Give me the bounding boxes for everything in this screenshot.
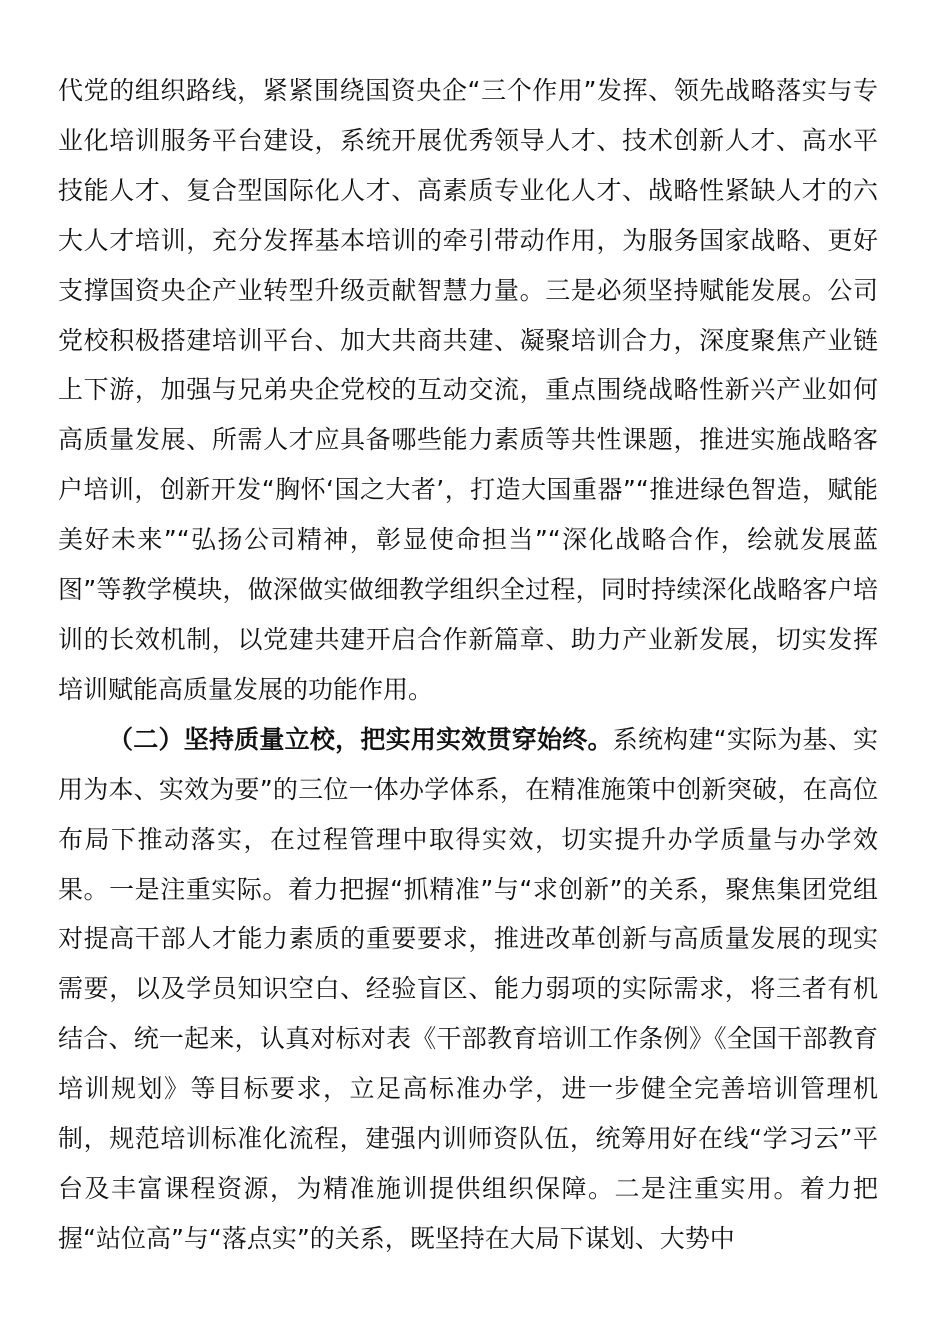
paragraph-section-two	[58, 715, 878, 1264]
document-page	[58, 66, 878, 1264]
paragraph-text: 代党的组织路线，紧紧围绕国资央企“三个作用”发挥、领先战略落实与专业化培训服务平台建设，系统开展优秀领导人才、技术创新人才、高水平技能人才、复合型国际化人才、高素质专业化人才、战略性紧缺人才的六大人才培训，充分发挥基本培训的牵引带动作用，为服务国家战略、更好支撑国资央企产业转型升级贡献智慧力量。三是必须坚持赋能发展。公司党校积极搭建培训平台、加大共商共建、凝聚培训合力，深度聚焦产业链上下游，加强与兄弟央企党校的互动交流，重点围绕战略性新兴产业如何高质量发展、所需人才应具备哪些能力素质等共性课题，推进实施战略客户培训，创新开发“胸怀‘国之大者’，打造大国重器”“推进绿色智造，赋能美好未来”“弘扬公司精神，彰显使命担当”“深化战略合作，绘就发展蓝图”等教学模块，做深做实做细教学组织全过程，同时持续深化战略客户培训的长效机制，以党建共建开启合作新篇章、助力产业新发展，切实发挥培训赋能高质量发展的功能作用。	[58, 76, 878, 704]
paragraph-continued	[58, 66, 878, 715]
paragraph-text: 系统构建“实际为基、实用为本、实效为要”的三位一体办学体系，在精准施策中创新突破，在高位布局下推动落实，在过程管理中取得实效，切实提升办学质量与办学效果。一是注重实际。着力把握“抓精准”与“求创新”的关系，聚焦集团党组对提高干部人才能力素质的重要要求，推进改革创新与高质量发展的现实需要，以及学员知识空白、经验盲区、能力弱项的实际需求，将三者有机结合、统一起来，认真对标对表《干部教育培训工作条例》《全国干部教育培训规划》等目标要求，立足高标准办学，进一步健全完善培训管理机制，规范培训标准化流程，建强内训师资队伍，统筹用好在线“学习云”平台及丰富课程资源，为精准施训提供组织保障。二是注重实用。着力把握“站位高”与“落点实”的关系，既坚持在大局下谋划、大势中	[58, 724, 878, 1253]
section-heading: （二）坚持质量立校，把实用实效贯穿始终。	[108, 724, 613, 754]
